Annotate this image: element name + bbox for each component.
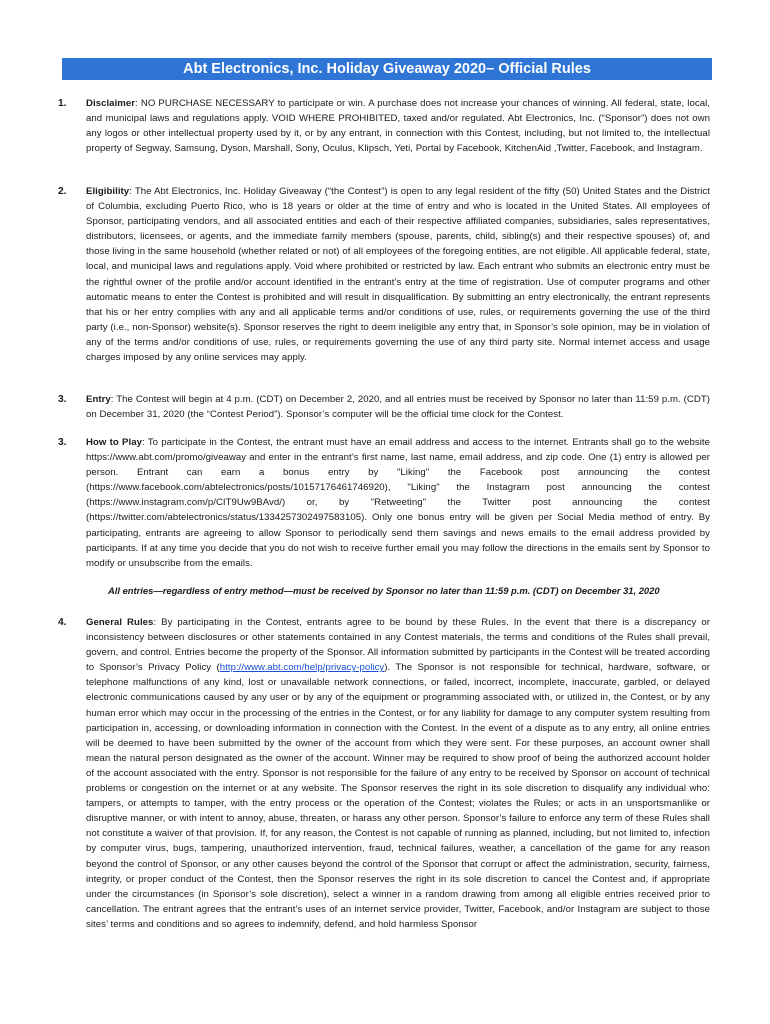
- section-number: 3.: [58, 394, 67, 405]
- section-how-to-play: [58, 435, 710, 571]
- entries-deadline-note: All entries—regardless of entry method—must be received by Sponsor no later than 11:59 p.m. (CDT) on December 31, 2020: [108, 585, 660, 596]
- section-heading: How to Play: [86, 437, 142, 448]
- document-title: Abt Electronics, Inc. Holiday Giveaway 2020– Official Rules: [62, 58, 712, 80]
- section-general-rules: [58, 615, 710, 932]
- section-text: : NO PURCHASE NECESSARY to participate or win. A purchase does not increase your chances of winning. All federal, state, local, and municipal laws and regulations apply. VOID WHERE PROHIBITED, taxed and/or regulated. Abt Electronics, Inc. (“Sponsor”) does not own any logos or other intellectual property used by it, or by any entrant, in connection with this Contest, including, but not limited to, the intellectual property of Segway, Samsung, Dyson, Marshall, Sony, Oculus, Klipsch, Yeti, Portal by Facebook, KitchenAid ,Twitter, Facebook, and Instagram.: [86, 98, 710, 155]
- section-text: : To participate in the Contest, the entrant must have an email address and access to the internet. Entrants shall go to the website https://www.abt.com/promo/giveaway and enter in the entrant’s first name, last name, email address, and zip code. One (1) entry is allowed per person. Entrant can earn a bonus entry by "Liking" the Facebook post announcing the contest (https://www.facebook.com/abtelectronics/posts/10157176461746920), "Liking" the Instagram post announcing the contest (https://www.instagram.com/p/CIT9Uw9BAvd/) or, by "Retweeting" the Twitter post announcing the contest (https://twitter.com/abtelectronics/status/1334257302497583105). Only one bonus entry will be given per Social Media method of entry. By participating, entrants are agreeing to allow Sponsor to periodically send them savings and news emails to the email address provided by participants. If at any time you decide that you do not wish to receive further email you may follow the directions in the emails sent by Sponsor to modify or unsubscribe from the emails.: [86, 437, 710, 569]
- section-number: 3.: [58, 437, 67, 448]
- privacy-policy-link[interactable]: http://www.abt.com/help/privacy-policy: [219, 662, 385, 674]
- section-heading: Eligibility: [86, 186, 130, 197]
- section-text: : The Abt Electronics, Inc. Holiday Giveaway (“the Contest”) is open to any legal resident of the fifty (50) United States and the District of Columbia, excluding Puerto Rico, who is 18 years or older at the time of entry and who is located in the United States. All employees of Sponsor, participating vendors, and all associated entities and each of their respective affiliated companies, subsidiaries, sales representatives, distributors, licensees, or agents, and the immediate family members (spouse, parents, child, sibling(s) and their respective spouses) of, and those living in the same household (whether related or not) of all employees of the foregoing entities, are not eligible. All applicable federal, state, local, and municipal laws and regulations apply. Void where prohibited or restricted by law. Each entrant who submits an electronic entry must be the rightful owner of the profile and/or account identified in the entrant’s entry at the time of registration. Use of computer programs and other automatic means to enter the Contest is prohibited and will result in disqualification. By submitting an entry electronically, the entrant represents that his or her entry complies with any and all applicable terms and/or conditions of use, rules, or requirements governing the use of the third party (i.e., non-Sponsor) website(s). Sponsor reserves the right to deem ineligible any entry that, in Sponsor’s sole opinion, may be in violation of any of the terms and/or conditions of use, rules, or requirements governing the use of any third party site. Normal internet access and usage charges imposed by any online services may apply.: [86, 186, 710, 364]
- section-paragraph: [86, 96, 710, 156]
- section-eligibility: [58, 184, 710, 365]
- section-text: : The Contest will begin at 4 p.m. (CDT) on December 2, 2020, and all entries must be received by Sponsor no later than 11:59 p.m. (CDT) on December 31, 2020 (the “Contest Period”). Sponsor’s computer will be the official time clock for the Contest.: [86, 394, 710, 421]
- section-text: : By participating in the Contest, entrants agree to be bound by these Rules. In the event that there is a discrepancy or inconsistency between disclosures or other statements contained in any Contest materials, the terms and conditions of the Rules shall prevail, govern, and control. Entries become the property of the Sponsor. All information submitted by participants in the Contest will be treated according to Sponsor’s Privacy Policy (: [86, 617, 710, 674]
- section-number: 1.: [58, 98, 67, 109]
- section-paragraph: [86, 615, 710, 932]
- section-paragraph: [86, 435, 710, 571]
- section-text-continued: ). The Sponsor is not responsible for technical, hardware, software, or telephone malfunctions of any kind, lost or unavailable network connections, or failed, incorrect, incomplete, inaccurate, garbled, or delayed electronic communications caused by any user or by any of the equipment or programming associated with, or utilized in, the Contest, or by any human error which may occur in the processing of the entries in the Contest, or for any liability for damage to any computer system resulting from participation in, accessing, or downloading information in connection with the Contest. In the event of a dispute as to any entry, all online entries will be deemed to have been submitted by the owner of the account from which they were sent. For these purposes, an account owner shall mean the natural person designated as the owner of the account. Winner may be required to show proof of being the authorized account holder of the account associated with the entry. Sponsor is not responsible for the failure of any entry to be received by Sponsor on account of technical problems or congestion on the internet or at any website. The Sponsor reserves the right in its sole discretion to disqualify any individual who: tampers, or attempts to tamper, with the entry process or the operation of the Contest; violates the Rules; or acts in an unsportsmanlike or disruptive manner, or with intent to annoy, abuse, threaten, or harass any other person. Sponsor’s failure to enforce any term of these Rules shall not constitute a waiver of that provision. If, for any reason, the Contest is not capable of running as planned, including, but not limited to, infection by computer virus, bugs, tampering, unauthorized intervention, fraud, technical failures, weather, a cancellation of the game for any reason beyond the control of Sponsor, or any other causes beyond the control of the Sponsor that corrupt or affect the administration, security, fairness, integrity, or proper conduct of the Contest, then the Sponsor reserves the right in its sole discretion to cancel the Contest and, if appropriate under the circumstances (in Sponsor’s sole discretion), select a winner in a random drawing from among all eligible entries received prior to cancellation. The entrant agrees that the entrant’s uses of an internet service provider, Twitter, Facebook, and/or Instagram are subject to those sites’ terms and conditions and so agrees to indemnify, defend, and hold harmless Sponsor: [86, 662, 710, 930]
- section-heading: Disclaimer: [86, 98, 136, 109]
- section-heading: General Rules: [86, 617, 154, 628]
- section-heading: Entry: [86, 394, 111, 405]
- section-entry: [58, 392, 710, 422]
- section-number: 2.: [58, 186, 67, 197]
- section-number: 4.: [58, 617, 67, 628]
- section-paragraph: [86, 184, 710, 365]
- section-disclaimer: [58, 96, 710, 156]
- section-paragraph: [86, 392, 710, 422]
